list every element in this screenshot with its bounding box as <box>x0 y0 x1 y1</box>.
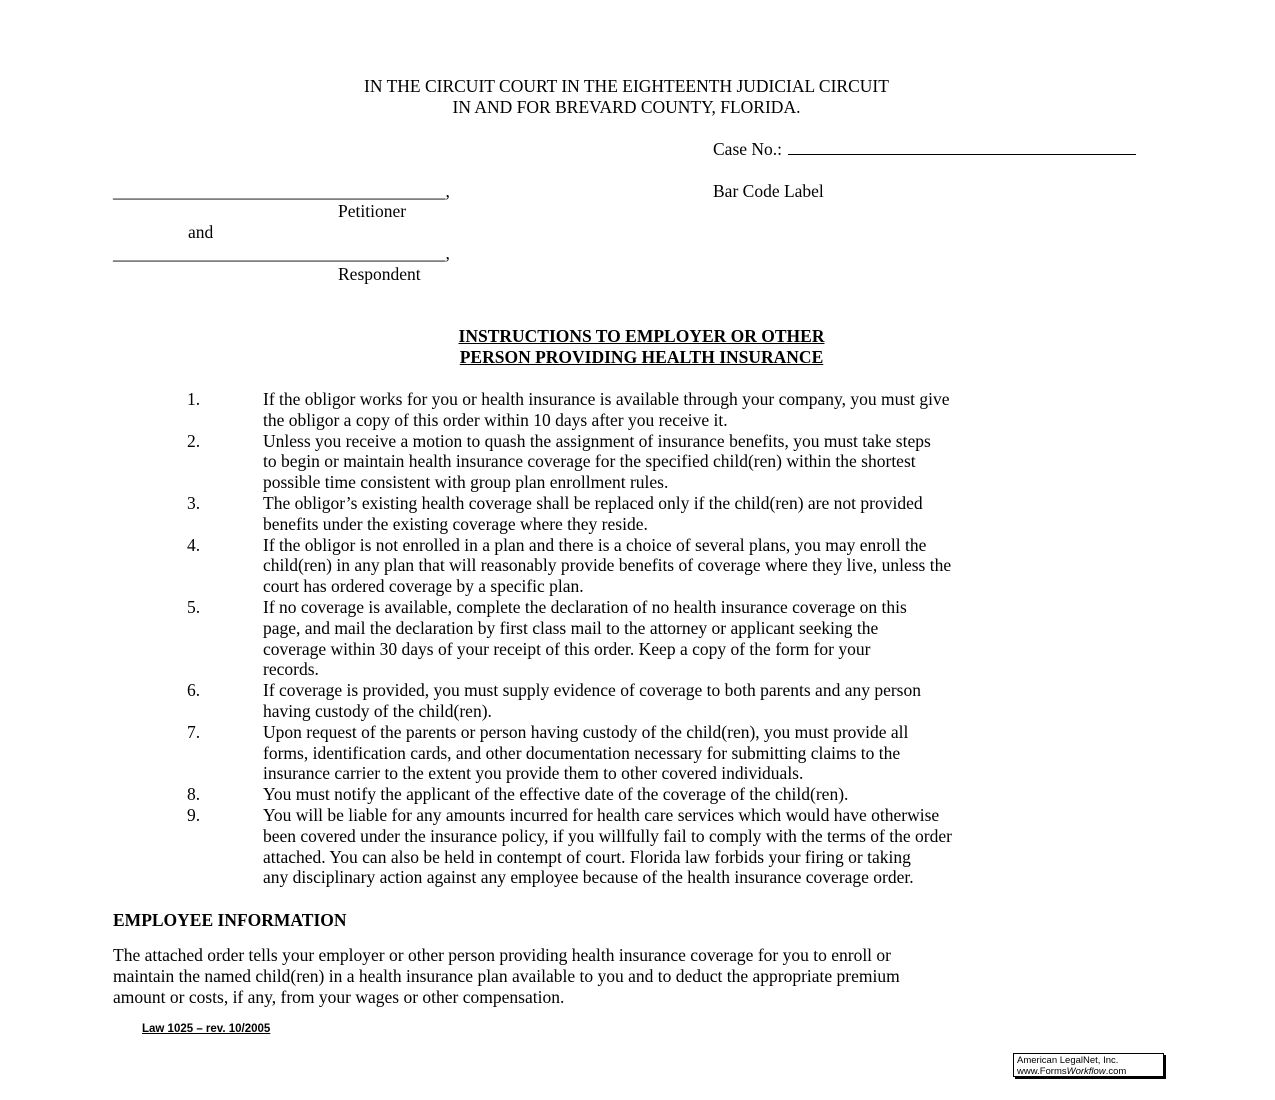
instruction-line: If coverage is provided, you must supply evidence of coverage to both parents and any person <box>263 680 921 701</box>
document-title-line2: PERSON PROVIDING HEALTH INSURANCE <box>459 347 824 367</box>
instruction-line: If the obligor is not enrolled in a plan and there is a choice of several plans, you may enroll the <box>263 534 927 555</box>
employee-information-line: The attached order tells your employer or other person providing health insurance coverage for you to enroll or <box>113 945 891 965</box>
instruction-line: attached. You can also be held in contempt of court. Florida law forbids your firing or taking <box>263 846 911 867</box>
instruction-number: 8. <box>187 784 201 805</box>
document-title-line1: INSTRUCTIONS TO EMPLOYER OR OTHER <box>458 326 825 346</box>
instruction-number: 1. <box>187 389 201 409</box>
instruction-number: 6. <box>187 680 201 701</box>
instruction-text <box>263 431 931 493</box>
instruction-line: records. <box>263 659 319 680</box>
instruction-number: 3. <box>187 492 201 513</box>
instruction-line: Unless you receive a motion to quash the assignment of insurance benefits, you must take steps <box>263 430 931 451</box>
instruction-line: Upon request of the parents or person having custody of the child(ren), you must provide all <box>263 721 909 742</box>
form-code: Law 1025 – rev. 10/2005 <box>142 1023 271 1035</box>
instruction-text <box>263 389 950 431</box>
case-number-row <box>713 139 1136 160</box>
instruction-line: The obligor’s existing health coverage shall be replaced only if the child(ren) are not provided <box>263 492 923 513</box>
instruction-number: 4. <box>187 534 201 555</box>
instructions-list <box>0 389 1275 888</box>
instruction-line: If the obligor works for you or health insurance is available through your company, you must give <box>263 389 950 409</box>
instruction-item <box>0 680 1275 722</box>
instruction-item <box>0 597 1275 680</box>
respondent-label: Respondent <box>338 264 421 284</box>
instruction-item <box>0 784 1275 805</box>
petitioner-name-field[interactable]: ______________________________________, <box>113 181 450 201</box>
instruction-line: court has ordered coverage by a specific plan. <box>263 576 584 597</box>
instruction-number: 7. <box>187 721 201 742</box>
case-number-label: Case No.: <box>713 139 783 159</box>
publisher-name: American LegalNet, Inc. <box>1017 1055 1119 1066</box>
instruction-line: page, and mail the declaration by first class mail to the attorney or applicant seeking the <box>263 617 879 638</box>
publisher-stamp <box>1013 1053 1164 1077</box>
instruction-line: to begin or maintain health insurance coverage for the specified child(ren) within the shortest <box>263 451 916 472</box>
case-number-field[interactable] <box>788 140 1136 155</box>
instruction-number: 9. <box>187 804 201 825</box>
instruction-line: benefits under the existing coverage where they reside. <box>263 513 648 534</box>
court-heading-line1: IN THE CIRCUIT COURT IN THE EIGHTEENTH JUDICIAL CIRCUIT <box>364 76 889 96</box>
instruction-number: 5. <box>187 596 201 617</box>
instruction-item <box>0 493 1275 535</box>
instruction-text <box>263 535 951 597</box>
instruction-item <box>0 722 1275 784</box>
petitioner-label: Petitioner <box>338 201 407 221</box>
instruction-text <box>263 680 921 722</box>
employee-information-heading: EMPLOYEE INFORMATION <box>113 910 347 930</box>
instruction-line: having custody of the child(ren). <box>263 700 492 721</box>
instruction-item <box>0 535 1275 597</box>
respondent-name-field[interactable]: ______________________________________, <box>113 243 450 263</box>
bar-code-label: Bar Code Label <box>713 181 824 201</box>
employee-information-line: maintain the named child(ren) in a health insurance plan available to you and to deduct the appropriate premium <box>113 966 900 986</box>
instruction-line: coverage within 30 days of your receipt of this order. Keep a copy of the form for your <box>263 638 871 659</box>
instruction-line: insurance carrier to the extent you provide them to other covered individuals. <box>263 763 804 784</box>
employee-information-line: amount or costs, if any, from your wages or other compensation. <box>113 987 565 1007</box>
and-label: and <box>188 222 214 242</box>
instruction-line: been covered under the insurance policy, if you willfully fail to comply with the terms of the order <box>263 825 952 846</box>
instruction-number: 2. <box>187 430 201 451</box>
court-heading-line2: IN AND FOR BREVARD COUNTY, FLORIDA. <box>452 97 801 117</box>
instruction-text <box>263 784 848 805</box>
instruction-text <box>263 597 907 680</box>
instruction-line: forms, identification cards, and other documentation necessary for submitting claims to the <box>263 742 901 763</box>
instruction-item <box>0 431 1275 493</box>
instruction-item <box>0 805 1275 888</box>
instruction-item <box>0 389 1275 431</box>
instruction-line: child(ren) in any plan that will reasonably provide benefits of coverage where they live, unless the <box>263 555 952 576</box>
instruction-text <box>263 493 923 535</box>
instruction-line: You will be liable for any amounts incurred for health care services which would have otherwise <box>263 804 940 825</box>
instruction-line: any disciplinary action against any employee because of the health insurance coverage order. <box>263 867 914 888</box>
instruction-text <box>263 805 952 888</box>
instruction-line: possible time consistent with group plan enrollment rules. <box>263 472 669 493</box>
instruction-line: the obligor a copy of this order within 10 days after you receive it. <box>263 409 728 430</box>
instruction-line: If no coverage is available, complete the declaration of no health insurance coverage on this <box>263 596 907 617</box>
publisher-url: www.FormsWorkflow.com <box>1017 1066 1127 1077</box>
instruction-text <box>263 722 908 784</box>
instruction-line: You must notify the applicant of the effective date of the coverage of the child(ren). <box>263 784 849 805</box>
